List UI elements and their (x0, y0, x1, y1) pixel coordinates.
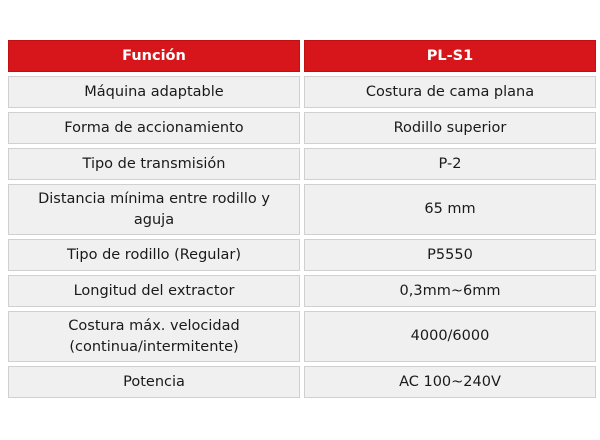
row-value: Rodillo superior (304, 112, 596, 144)
row-label: Máquina adaptable (8, 76, 300, 108)
row-label: Longitud del extractor (8, 275, 300, 307)
row-label: Tipo de transmisión (8, 148, 300, 180)
row-value: 65 mm (304, 184, 596, 235)
row-label: Potencia (8, 366, 300, 398)
header-model: PL-S1 (304, 40, 596, 72)
header-funcion: Función (8, 40, 300, 72)
row-label: Costura máx. velocidad (continua/intermitente) (8, 311, 300, 362)
row-value: AC 100~240V (304, 366, 596, 398)
spec-table (8, 40, 592, 398)
row-value: P-2 (304, 148, 596, 180)
row-value: 0,3mm~6mm (304, 275, 596, 307)
row-label: Tipo de rodillo (Regular) (8, 239, 300, 271)
row-label: Distancia mínima entre rodillo y aguja (8, 184, 300, 235)
row-label: Forma de accionamiento (8, 112, 300, 144)
row-value: Costura de cama plana (304, 76, 596, 108)
row-value: 4000/6000 (304, 311, 596, 362)
row-value: P5550 (304, 239, 596, 271)
